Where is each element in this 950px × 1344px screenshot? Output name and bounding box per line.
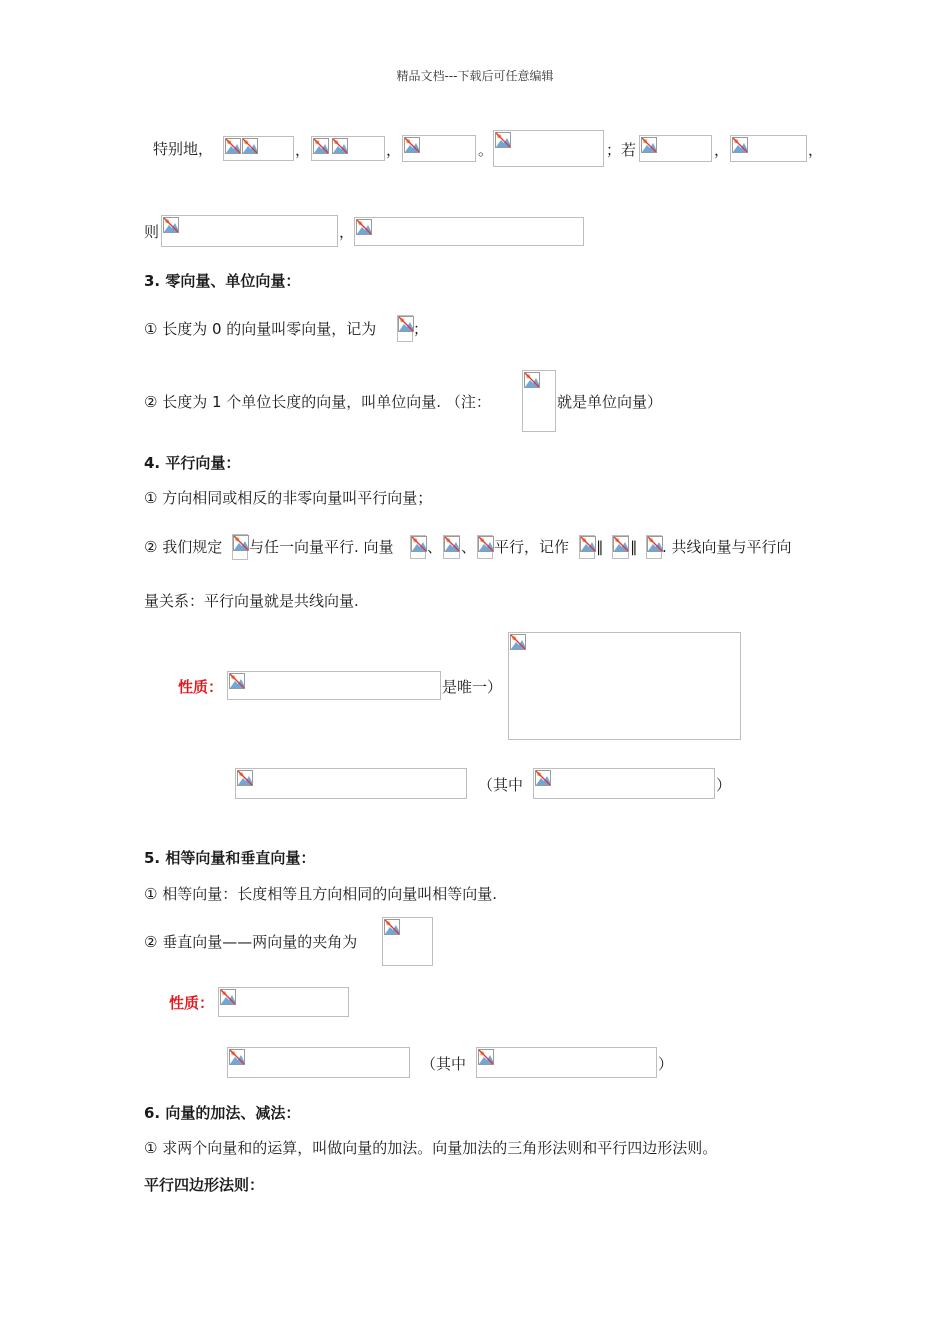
then-lead: 则 bbox=[144, 223, 160, 241]
formula-image bbox=[533, 768, 715, 799]
formula-image bbox=[443, 535, 460, 559]
semicolon-if: ；若 bbox=[606, 141, 637, 159]
formula-image bbox=[354, 217, 584, 246]
broken-image-icon bbox=[495, 132, 511, 148]
formula-image bbox=[397, 315, 413, 342]
formula-image bbox=[612, 535, 629, 559]
broken-image-icon bbox=[229, 1049, 245, 1065]
section-4-heading: 4. 平行向量： bbox=[144, 454, 241, 472]
formula-image bbox=[508, 632, 741, 740]
section-6-subheading: 平行四边形法则： bbox=[144, 1176, 265, 1194]
broken-image-icon bbox=[398, 316, 414, 332]
broken-image-icon bbox=[411, 536, 427, 552]
broken-image-icon bbox=[510, 634, 526, 650]
formula-image bbox=[232, 534, 248, 560]
section-4-item-2-h: . 共线向量与平行向 bbox=[662, 538, 792, 556]
section-3-heading: 3. 零向量、单位向量： bbox=[144, 272, 301, 290]
formula-image bbox=[730, 135, 807, 162]
section-3-item-1: ① 长度为 0 的向量叫零向量，记为 bbox=[144, 320, 377, 338]
broken-image-icon bbox=[242, 138, 258, 154]
broken-image-icon bbox=[229, 673, 245, 689]
broken-image-icon bbox=[478, 1049, 494, 1065]
page-header: 精品文档---下载后可任意编辑 bbox=[396, 69, 554, 83]
where-open: （其中 bbox=[478, 776, 524, 794]
broken-image-icon bbox=[233, 535, 249, 551]
section-4-item-2-a: ② 我们规定 bbox=[144, 538, 223, 556]
formula-image bbox=[639, 135, 712, 162]
broken-image-icon bbox=[641, 137, 657, 153]
broken-image-icon bbox=[225, 138, 241, 154]
section-5-item-2: ② 垂直向量——两向量的夹角为 bbox=[144, 933, 358, 951]
formula-image bbox=[218, 987, 349, 1017]
broken-image-icon bbox=[535, 770, 551, 786]
broken-image-icon bbox=[478, 536, 494, 552]
broken-image-icon bbox=[163, 217, 179, 233]
section-6-item-1: ① 求两个向量和的运算，叫做向量的加法。向量加法的三角形法则和平行四边形法则。 bbox=[144, 1139, 718, 1157]
section-3-item-2-end: 就是单位向量） bbox=[557, 393, 663, 411]
where-close: ） bbox=[658, 1055, 674, 1073]
period: 。 bbox=[478, 141, 494, 159]
broken-image-icon bbox=[580, 536, 596, 552]
formula-image bbox=[493, 130, 604, 167]
broken-image-icon bbox=[613, 536, 629, 552]
section-4-item-1: ① 方向相同或相反的非零向量叫平行向量； bbox=[144, 489, 433, 507]
separator: ， bbox=[808, 141, 824, 159]
formula-image bbox=[579, 535, 595, 559]
broken-image-icon bbox=[524, 372, 540, 388]
broken-image-icon bbox=[356, 219, 372, 235]
formula-image bbox=[646, 535, 662, 559]
section-4-item-2-b: 与任一向量平行. 向量 bbox=[249, 538, 394, 556]
property-label: 性质： bbox=[178, 678, 224, 696]
broken-image-icon bbox=[384, 919, 400, 935]
broken-image-icon bbox=[237, 770, 253, 786]
where-close: ） bbox=[716, 776, 732, 794]
parallel-sign: ∥ bbox=[630, 538, 638, 556]
section-6-heading: 6. 向量的加法、减法： bbox=[144, 1104, 301, 1122]
section-4-item-2-d: 、 bbox=[461, 538, 477, 556]
formula-image bbox=[235, 768, 467, 799]
property-label: 性质： bbox=[169, 994, 215, 1012]
formula-image bbox=[522, 370, 556, 432]
formula-image bbox=[161, 215, 338, 247]
section-5-item-1: ① 相等向量：长度相等且方向相同的向量叫相等向量. bbox=[144, 885, 497, 903]
formula-image bbox=[227, 1047, 410, 1078]
formula-image bbox=[477, 535, 493, 559]
where-open: （其中 bbox=[421, 1055, 467, 1073]
broken-image-icon bbox=[732, 137, 748, 153]
separator: ， bbox=[386, 141, 402, 159]
special-case-lead: 特别地， bbox=[153, 140, 214, 158]
formula-image bbox=[227, 671, 441, 700]
separator: ， bbox=[339, 223, 355, 241]
separator: ， bbox=[295, 141, 311, 159]
broken-image-icon bbox=[404, 137, 420, 153]
formula-image bbox=[402, 135, 476, 162]
formula-image bbox=[241, 137, 261, 157]
broken-image-icon bbox=[220, 989, 236, 1005]
formula-image bbox=[382, 917, 433, 966]
broken-image-icon bbox=[647, 536, 663, 552]
property-tail: 是唯一） bbox=[442, 678, 503, 696]
formula-image bbox=[476, 1047, 657, 1078]
section-5-heading: 5. 相等向量和垂直向量： bbox=[144, 849, 316, 867]
formula-image bbox=[331, 137, 351, 157]
section-4-item-2-c: 、 bbox=[427, 538, 443, 556]
section-3-item-2: ② 长度为 1 个单位长度的向量，叫单位向量. （注： bbox=[144, 393, 491, 411]
separator: ， bbox=[714, 141, 730, 159]
formula-image bbox=[410, 535, 426, 559]
broken-image-icon bbox=[313, 138, 329, 154]
broken-image-icon bbox=[332, 138, 348, 154]
broken-image-icon bbox=[444, 536, 460, 552]
section-4-item-2-cont: 量关系：平行向量就是共线向量. bbox=[144, 592, 359, 610]
parallel-sign: ∥ bbox=[596, 538, 604, 556]
section-3-item-1-end: ； bbox=[413, 320, 429, 338]
section-4-item-2-e: 平行，记作 bbox=[494, 538, 570, 556]
